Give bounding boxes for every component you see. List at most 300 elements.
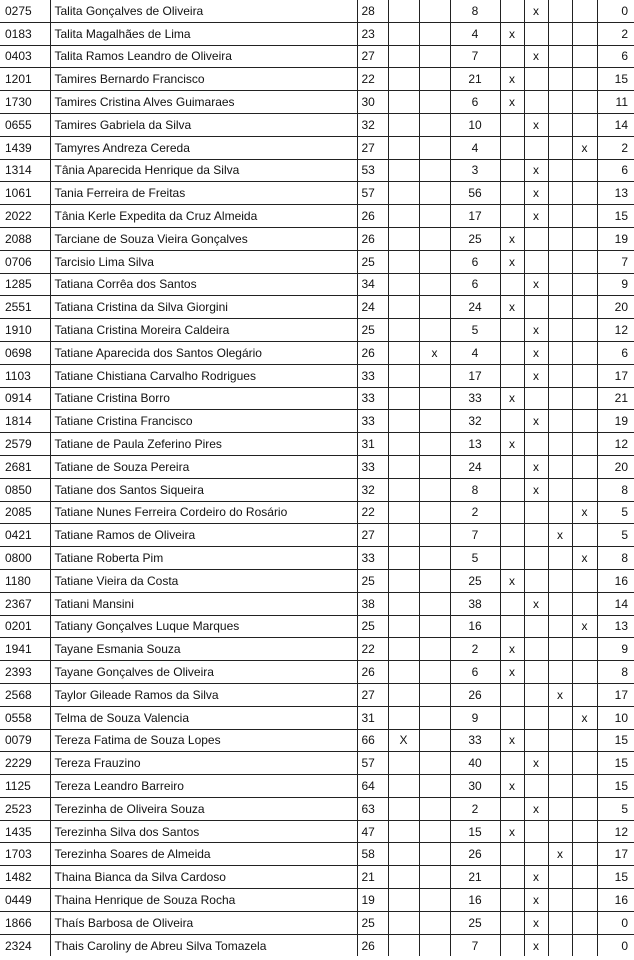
name-cell: Taylor Gileade Ramos da Silva <box>50 683 357 706</box>
code-cell: 1285 <box>0 273 50 296</box>
name-cell: Talita Ramos Leandro de Oliveira <box>50 45 357 68</box>
mark-cell-2 <box>419 638 450 661</box>
mark-cell-6 <box>572 775 597 798</box>
mark-cell-4 <box>524 22 548 45</box>
name-cell: Tatiane de Souza Pereira <box>50 455 357 478</box>
mark-cell-5 <box>548 706 572 729</box>
age-cell: 24 <box>357 296 388 319</box>
age-cell: 27 <box>357 45 388 68</box>
mark-cell-4 <box>524 227 548 250</box>
mark-cell-6: x <box>572 615 597 638</box>
mark-cell-6 <box>572 205 597 228</box>
number-cell: 15 <box>450 820 500 843</box>
mark-cell-3 <box>500 615 524 638</box>
table-row <box>0 136 634 159</box>
mark-cell-2 <box>419 797 450 820</box>
mark-cell-4 <box>524 250 548 273</box>
name-cell: Tânia Aparecida Henrique da Silva <box>50 159 357 182</box>
mark-cell-6 <box>572 22 597 45</box>
mark-cell-4: x <box>524 866 548 889</box>
mark-cell-6 <box>572 410 597 433</box>
mark-cell-4 <box>524 638 548 661</box>
mark-cell-3: x <box>500 729 524 752</box>
mark-cell-6: x <box>572 136 597 159</box>
mark-cell-5 <box>548 934 572 956</box>
mark-cell-3 <box>500 683 524 706</box>
mark-cell-3: x <box>500 68 524 91</box>
mark-cell-4 <box>524 775 548 798</box>
mark-cell-3 <box>500 866 524 889</box>
table-row <box>0 638 634 661</box>
table-row <box>0 843 634 866</box>
table-row <box>0 866 634 889</box>
mark-cell-3 <box>500 0 524 22</box>
age-cell: 25 <box>357 911 388 934</box>
code-cell: 1482 <box>0 866 50 889</box>
age-cell: 30 <box>357 91 388 114</box>
mark-cell-2 <box>419 889 450 912</box>
mark-cell-3 <box>500 364 524 387</box>
mark-cell-5 <box>548 889 572 912</box>
code-cell: 0403 <box>0 45 50 68</box>
table-row <box>0 205 634 228</box>
total-cell: 19 <box>597 227 634 250</box>
mark-cell-5 <box>548 638 572 661</box>
mark-cell-2 <box>419 478 450 501</box>
table-row <box>0 501 634 524</box>
number-cell: 2 <box>450 638 500 661</box>
age-cell: 57 <box>357 752 388 775</box>
mark-cell-1 <box>388 569 419 592</box>
mark-cell-5 <box>548 22 572 45</box>
mark-cell-6 <box>572 592 597 615</box>
mark-cell-5 <box>548 615 572 638</box>
total-cell: 7 <box>597 250 634 273</box>
mark-cell-5 <box>548 319 572 342</box>
total-cell: 15 <box>597 68 634 91</box>
mark-cell-3: x <box>500 820 524 843</box>
number-cell: 40 <box>450 752 500 775</box>
code-cell: 2229 <box>0 752 50 775</box>
mark-cell-6 <box>572 159 597 182</box>
mark-cell-6 <box>572 934 597 956</box>
name-cell: Thais Caroliny de Abreu Silva Tomazela <box>50 934 357 956</box>
mark-cell-4: x <box>524 273 548 296</box>
mark-cell-1 <box>388 136 419 159</box>
number-cell: 2 <box>450 797 500 820</box>
mark-cell-3 <box>500 182 524 205</box>
mark-cell-6 <box>572 820 597 843</box>
mark-cell-4 <box>524 501 548 524</box>
table-row <box>0 227 634 250</box>
total-cell: 6 <box>597 45 634 68</box>
mark-cell-2 <box>419 843 450 866</box>
mark-cell-1 <box>388 820 419 843</box>
mark-cell-5 <box>548 0 572 22</box>
mark-cell-3 <box>500 501 524 524</box>
mark-cell-1 <box>388 934 419 956</box>
mark-cell-6 <box>572 45 597 68</box>
total-cell: 8 <box>597 547 634 570</box>
number-cell: 5 <box>450 319 500 342</box>
mark-cell-4: x <box>524 797 548 820</box>
mark-cell-5 <box>548 797 572 820</box>
mark-cell-2 <box>419 0 450 22</box>
total-cell: 8 <box>597 478 634 501</box>
number-cell: 38 <box>450 592 500 615</box>
mark-cell-1 <box>388 843 419 866</box>
name-cell: Tatiana Cristina da Silva Giorgini <box>50 296 357 319</box>
mark-cell-2 <box>419 729 450 752</box>
mark-cell-3 <box>500 478 524 501</box>
table-row <box>0 478 634 501</box>
name-cell: Terezinha Silva dos Santos <box>50 820 357 843</box>
mark-cell-2 <box>419 91 450 114</box>
table-row <box>0 159 634 182</box>
mark-cell-2 <box>419 683 450 706</box>
mark-cell-6 <box>572 341 597 364</box>
mark-cell-5 <box>548 911 572 934</box>
mark-cell-6 <box>572 0 597 22</box>
mark-cell-2 <box>419 113 450 136</box>
total-cell: 0 <box>597 0 634 22</box>
age-cell: 64 <box>357 775 388 798</box>
table-row <box>0 341 634 364</box>
name-cell: Tatiane Cristina Borro <box>50 387 357 410</box>
mark-cell-3: x <box>500 91 524 114</box>
mark-cell-6 <box>572 182 597 205</box>
age-cell: 26 <box>357 341 388 364</box>
mark-cell-6: x <box>572 501 597 524</box>
mark-cell-4: x <box>524 113 548 136</box>
table-row <box>0 592 634 615</box>
age-cell: 57 <box>357 182 388 205</box>
age-cell: 31 <box>357 433 388 456</box>
mark-cell-6 <box>572 524 597 547</box>
name-cell: Thaina Henrique de Souza Rocha <box>50 889 357 912</box>
age-cell: 34 <box>357 273 388 296</box>
code-cell: 1439 <box>0 136 50 159</box>
mark-cell-4: x <box>524 592 548 615</box>
age-cell: 26 <box>357 205 388 228</box>
code-cell: 2324 <box>0 934 50 956</box>
mark-cell-6 <box>572 752 597 775</box>
table-row <box>0 68 634 91</box>
age-cell: 22 <box>357 638 388 661</box>
mark-cell-4 <box>524 615 548 638</box>
table-row <box>0 547 634 570</box>
age-cell: 21 <box>357 866 388 889</box>
code-cell: 1941 <box>0 638 50 661</box>
mark-cell-3 <box>500 934 524 956</box>
total-cell: 12 <box>597 319 634 342</box>
mark-cell-5: x <box>548 843 572 866</box>
mark-cell-4 <box>524 729 548 752</box>
total-cell: 20 <box>597 296 634 319</box>
table-row <box>0 0 634 22</box>
mark-cell-2 <box>419 820 450 843</box>
number-cell: 33 <box>450 387 500 410</box>
mark-cell-4: x <box>524 455 548 478</box>
number-cell: 25 <box>450 569 500 592</box>
total-cell: 17 <box>597 843 634 866</box>
mark-cell-3 <box>500 410 524 433</box>
age-cell: 58 <box>357 843 388 866</box>
mark-cell-4 <box>524 683 548 706</box>
mark-cell-4: x <box>524 934 548 956</box>
number-cell: 25 <box>450 911 500 934</box>
mark-cell-3 <box>500 113 524 136</box>
total-cell: 15 <box>597 775 634 798</box>
code-cell: 1703 <box>0 843 50 866</box>
name-cell: Tatiane Nunes Ferreira Cordeiro do Rosário <box>50 501 357 524</box>
mark-cell-6 <box>572 319 597 342</box>
table-row <box>0 273 634 296</box>
mark-cell-1 <box>388 319 419 342</box>
mark-cell-2 <box>419 569 450 592</box>
name-cell: Tânia Kerle Expedita da Cruz Almeida <box>50 205 357 228</box>
mark-cell-5 <box>548 296 572 319</box>
number-cell: 6 <box>450 250 500 273</box>
name-cell: Tamyres Andreza Cereda <box>50 136 357 159</box>
mark-cell-6 <box>572 683 597 706</box>
number-cell: 21 <box>450 68 500 91</box>
number-cell: 4 <box>450 136 500 159</box>
mark-cell-4 <box>524 387 548 410</box>
mark-cell-1 <box>388 547 419 570</box>
mark-cell-1: X <box>388 729 419 752</box>
mark-cell-4: x <box>524 911 548 934</box>
mark-cell-3: x <box>500 227 524 250</box>
mark-cell-1 <box>388 410 419 433</box>
table-row <box>0 250 634 273</box>
age-cell: 33 <box>357 364 388 387</box>
name-cell: Tatiany Gonçalves Luque Marques <box>50 615 357 638</box>
mark-cell-2 <box>419 501 450 524</box>
age-cell: 26 <box>357 227 388 250</box>
name-cell: Tatiane Vieira da Costa <box>50 569 357 592</box>
mark-cell-1 <box>388 592 419 615</box>
mark-cell-3 <box>500 205 524 228</box>
mark-cell-4: x <box>524 45 548 68</box>
mark-cell-4 <box>524 547 548 570</box>
mark-cell-2 <box>419 547 450 570</box>
number-cell: 30 <box>450 775 500 798</box>
age-cell: 33 <box>357 455 388 478</box>
mark-cell-6 <box>572 250 597 273</box>
total-cell: 12 <box>597 433 634 456</box>
table-row <box>0 364 634 387</box>
name-cell: Tatiane Aparecida dos Santos Olegário <box>50 341 357 364</box>
code-cell: 2022 <box>0 205 50 228</box>
name-cell: Tarcisio Lima Silva <box>50 250 357 273</box>
mark-cell-1 <box>388 775 419 798</box>
mark-cell-6 <box>572 569 597 592</box>
total-cell: 15 <box>597 205 634 228</box>
total-cell: 15 <box>597 729 634 752</box>
age-cell: 66 <box>357 729 388 752</box>
mark-cell-4 <box>524 706 548 729</box>
age-cell: 53 <box>357 159 388 182</box>
mark-cell-4: x <box>524 889 548 912</box>
code-cell: 1435 <box>0 820 50 843</box>
mark-cell-2 <box>419 136 450 159</box>
mark-cell-1 <box>388 661 419 684</box>
name-cell: Tatiana Cristina Moreira Caldeira <box>50 319 357 342</box>
mark-cell-4: x <box>524 341 548 364</box>
name-cell: Talita Gonçalves de Oliveira <box>50 0 357 22</box>
number-cell: 6 <box>450 273 500 296</box>
table-row <box>0 296 634 319</box>
mark-cell-6 <box>572 68 597 91</box>
mark-cell-2 <box>419 68 450 91</box>
mark-cell-2 <box>419 934 450 956</box>
mark-cell-1 <box>388 45 419 68</box>
total-cell: 6 <box>597 159 634 182</box>
mark-cell-1 <box>388 341 419 364</box>
mark-cell-5 <box>548 205 572 228</box>
total-cell: 19 <box>597 410 634 433</box>
number-cell: 33 <box>450 729 500 752</box>
mark-cell-5 <box>548 501 572 524</box>
name-cell: Terezinha de Oliveira Souza <box>50 797 357 820</box>
total-cell: 13 <box>597 615 634 638</box>
mark-cell-1 <box>388 683 419 706</box>
code-cell: 2085 <box>0 501 50 524</box>
code-cell: 0079 <box>0 729 50 752</box>
table-row <box>0 911 634 934</box>
mark-cell-5 <box>548 341 572 364</box>
number-cell: 24 <box>450 455 500 478</box>
mark-cell-5 <box>548 273 572 296</box>
table-row <box>0 45 634 68</box>
mark-cell-5 <box>548 387 572 410</box>
mark-cell-5 <box>548 547 572 570</box>
mark-cell-1 <box>388 364 419 387</box>
total-cell: 15 <box>597 866 634 889</box>
mark-cell-6 <box>572 843 597 866</box>
age-cell: 31 <box>357 706 388 729</box>
mark-cell-4 <box>524 820 548 843</box>
age-cell: 27 <box>357 524 388 547</box>
mark-cell-3 <box>500 524 524 547</box>
mark-cell-6 <box>572 729 597 752</box>
mark-cell-3: x <box>500 569 524 592</box>
mark-cell-1 <box>388 797 419 820</box>
mark-cell-6 <box>572 866 597 889</box>
name-cell: Tamires Cristina Alves Guimaraes <box>50 91 357 114</box>
mark-cell-3 <box>500 547 524 570</box>
mark-cell-6 <box>572 296 597 319</box>
mark-cell-1 <box>388 227 419 250</box>
code-cell: 0183 <box>0 22 50 45</box>
code-cell: 0558 <box>0 706 50 729</box>
age-cell: 63 <box>357 797 388 820</box>
mark-cell-2 <box>419 273 450 296</box>
code-cell: 2367 <box>0 592 50 615</box>
number-cell: 7 <box>450 524 500 547</box>
mark-cell-1 <box>388 478 419 501</box>
total-cell: 5 <box>597 524 634 547</box>
mark-cell-5 <box>548 729 572 752</box>
code-cell: 0850 <box>0 478 50 501</box>
mark-cell-2 <box>419 410 450 433</box>
name-cell: Tatiana Corrêa dos Santos <box>50 273 357 296</box>
number-cell: 21 <box>450 866 500 889</box>
mark-cell-5 <box>548 775 572 798</box>
number-cell: 56 <box>450 182 500 205</box>
total-cell: 2 <box>597 22 634 45</box>
number-cell: 4 <box>450 22 500 45</box>
name-cell: Tatiane Ramos de Oliveira <box>50 524 357 547</box>
mark-cell-4: x <box>524 182 548 205</box>
mark-cell-1 <box>388 524 419 547</box>
mark-cell-2 <box>419 205 450 228</box>
mark-cell-1 <box>388 250 419 273</box>
age-cell: 27 <box>357 683 388 706</box>
number-cell: 3 <box>450 159 500 182</box>
code-cell: 2568 <box>0 683 50 706</box>
mark-cell-4 <box>524 843 548 866</box>
mark-cell-1 <box>388 22 419 45</box>
mark-cell-3 <box>500 319 524 342</box>
mark-cell-5 <box>548 592 572 615</box>
name-cell: Tayane Esmania Souza <box>50 638 357 661</box>
code-cell: 0201 <box>0 615 50 638</box>
name-cell: Tania Ferreira de Freitas <box>50 182 357 205</box>
mark-cell-4: x <box>524 205 548 228</box>
mark-cell-5 <box>548 91 572 114</box>
mark-cell-3 <box>500 843 524 866</box>
mark-cell-6 <box>572 433 597 456</box>
mark-cell-4: x <box>524 319 548 342</box>
mark-cell-1 <box>388 159 419 182</box>
mark-cell-5 <box>548 455 572 478</box>
mark-cell-5 <box>548 478 572 501</box>
number-cell: 26 <box>450 683 500 706</box>
code-cell: 1730 <box>0 91 50 114</box>
mark-cell-2 <box>419 455 450 478</box>
age-cell: 25 <box>357 319 388 342</box>
name-cell: Tamires Gabriela da Silva <box>50 113 357 136</box>
code-cell: 1814 <box>0 410 50 433</box>
mark-cell-1 <box>388 638 419 661</box>
table-row <box>0 410 634 433</box>
mark-cell-5 <box>548 866 572 889</box>
age-cell: 22 <box>357 68 388 91</box>
total-cell: 2 <box>597 136 634 159</box>
mark-cell-3: x <box>500 775 524 798</box>
mark-cell-2 <box>419 319 450 342</box>
mark-cell-2 <box>419 433 450 456</box>
total-cell: 13 <box>597 182 634 205</box>
mark-cell-1 <box>388 387 419 410</box>
total-cell: 16 <box>597 889 634 912</box>
mark-cell-1 <box>388 296 419 319</box>
number-cell: 5 <box>450 547 500 570</box>
mark-cell-6 <box>572 911 597 934</box>
mark-cell-3 <box>500 706 524 729</box>
name-cell: Tarciane de Souza Vieira Gonçalves <box>50 227 357 250</box>
code-cell: 2523 <box>0 797 50 820</box>
code-cell: 1866 <box>0 911 50 934</box>
name-cell: Tereza Leandro Barreiro <box>50 775 357 798</box>
name-cell: Tatiane Cristina Francisco <box>50 410 357 433</box>
number-cell: 9 <box>450 706 500 729</box>
mark-cell-2 <box>419 159 450 182</box>
mark-cell-5 <box>548 410 572 433</box>
mark-cell-5 <box>548 752 572 775</box>
